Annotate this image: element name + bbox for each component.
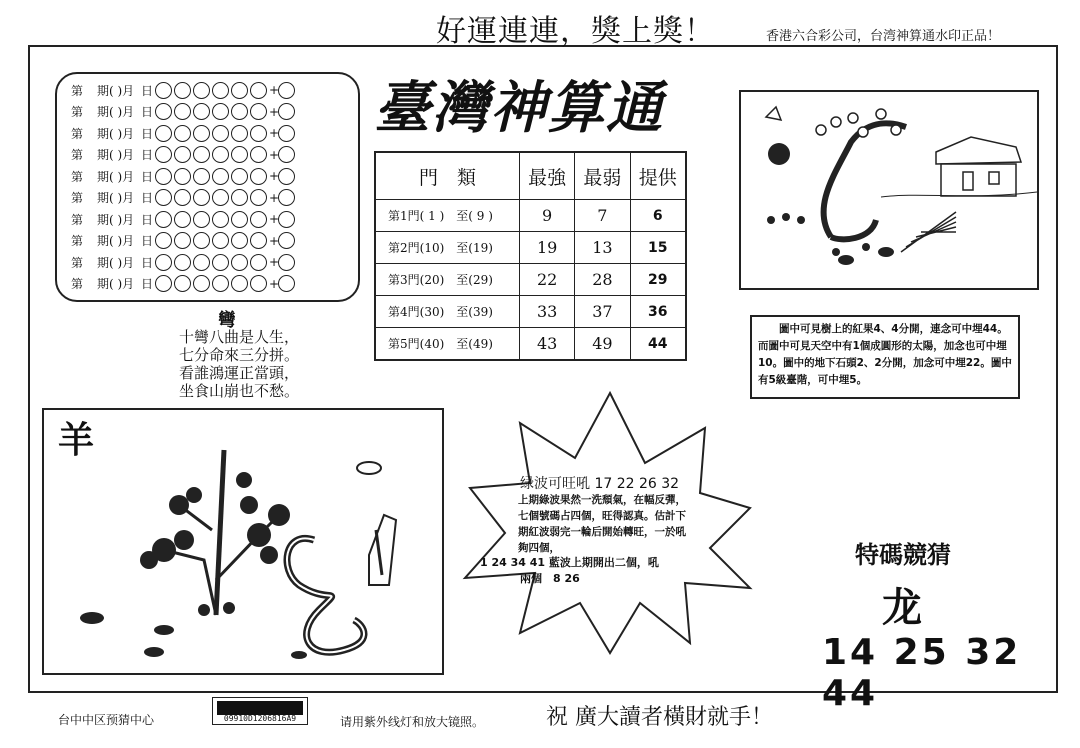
number-circle: [174, 254, 191, 271]
strong-value: 9: [520, 200, 575, 232]
table-header-row: [375, 152, 686, 200]
number-circle: [174, 232, 191, 249]
zone-table: [374, 151, 687, 361]
number-circle: [231, 254, 248, 271]
plus-sign: +: [269, 169, 280, 183]
grid-row-month: 期( )月: [97, 255, 135, 270]
grid-row-label: 第: [71, 83, 84, 98]
special-number-circle: [278, 232, 295, 249]
grid-row-month: 期( )月: [97, 105, 135, 119]
number-circle: [193, 254, 210, 271]
special-number-circle: [278, 275, 295, 292]
plus-sign: +: [269, 190, 280, 205]
grid-row-label: 第: [71, 255, 84, 270]
strong-value: 33: [520, 296, 575, 328]
weak-value: 49: [575, 328, 630, 361]
star-title: 绿波可旺吼 17 22 26 32: [520, 476, 680, 492]
star-numbers-line-b: 兩個 8 26: [520, 572, 580, 585]
number-circle: [155, 275, 172, 292]
grid-row-label: 第: [71, 105, 84, 119]
grid-row-day: 日: [141, 191, 154, 205]
grid-row-day: 日: [141, 148, 154, 162]
special-number-circle: [278, 168, 295, 185]
number-circle: [212, 125, 229, 142]
grid-row-label: 第: [71, 148, 84, 162]
table-row: [375, 232, 686, 264]
provide-value: 15: [630, 232, 686, 264]
table-row: [375, 200, 686, 232]
special-number-circle: [278, 189, 295, 206]
zone-range: 第3門(20) 至(29): [375, 264, 520, 296]
number-circle: [155, 211, 172, 228]
illustration-house-tree: [739, 90, 1039, 290]
number-circle: [250, 275, 267, 292]
number-circle: [250, 146, 267, 163]
grid-row-day: 日: [141, 212, 154, 227]
number-circle: [193, 146, 210, 163]
number-circle: [174, 211, 191, 228]
goat-label: 羊: [58, 419, 95, 461]
grid-row: [71, 252, 297, 272]
top-slogan: 好運連連，獎上獎！: [436, 14, 715, 49]
grid-row: [71, 102, 297, 122]
poem-line: 七分命來三分拼。: [178, 346, 299, 364]
number-circle: [155, 82, 172, 99]
grid-row: [71, 274, 297, 294]
table-row: [375, 264, 686, 296]
number-circle: [155, 103, 172, 120]
number-circle: [231, 189, 248, 206]
strong-value: 19: [520, 232, 575, 264]
special-number-circle: [278, 211, 295, 228]
number-circle: [155, 189, 172, 206]
number-circle: [212, 168, 229, 185]
house-tree-drawing: [741, 92, 1037, 288]
grid-row: [71, 188, 297, 208]
footer-center-name: 台中中区预猜中心: [58, 713, 155, 727]
footer-blessing: 祝 廣大讀者橫財就手！: [546, 705, 773, 730]
weak-value: 37: [575, 296, 630, 328]
header-category: 門 類: [375, 152, 520, 200]
number-circle: [193, 125, 210, 142]
hint-note: 圖中可見樹上的紅果4、4分開，連念可中埋44。而圖中可見天空中有1個成圓形的太陽，加念也可中埋10。圖中的地下石頭2、2分開，加念可中埋22。圖中有5級臺階，可中埋5。: [750, 315, 1020, 399]
table-row: [375, 328, 686, 361]
number-circle: [250, 189, 267, 206]
grid-row-day: 日: [141, 126, 154, 141]
number-circle: [174, 103, 191, 120]
poem-title: 彎: [218, 310, 236, 331]
grid-row-month: 期( )月: [97, 277, 135, 291]
number-circle: [231, 125, 248, 142]
poem-line: 十彎八曲是人生，: [178, 328, 299, 346]
number-circle: [174, 168, 191, 185]
grid-row-label: 第: [71, 191, 84, 205]
grid-row-label: 第: [71, 234, 84, 248]
header-strong: 最強: [520, 152, 575, 200]
poem-line: 坐食山崩也不愁。: [178, 382, 299, 400]
number-circle: [231, 82, 248, 99]
grid-row-day: 日: [141, 255, 154, 270]
star-body: 上期綠波果然一洗頹氣，在幅反彈，七個號碼占四個，旺得認真。估計下期紅波弱完一輪后開始轉旺，一於吼夠四個，: [518, 494, 686, 554]
plus-sign: +: [269, 212, 280, 226]
barcode: [212, 697, 308, 725]
number-circle: [174, 82, 191, 99]
strong-value: 43: [520, 328, 575, 361]
grid-row-label: 第: [71, 126, 84, 141]
number-circle: [231, 275, 248, 292]
header-weak: 最弱: [575, 152, 630, 200]
provide-value: 6: [630, 200, 686, 232]
number-circle: [212, 275, 229, 292]
header-provide: 提供: [630, 152, 686, 200]
number-circle: [231, 146, 248, 163]
record-grid: [55, 72, 360, 302]
number-circle: [231, 168, 248, 185]
snake-tree-drawing: [44, 410, 442, 673]
special-number-circle: [278, 146, 295, 163]
barcode-number: 09910D1206816A9: [223, 714, 297, 723]
plus-sign: +: [269, 104, 280, 119]
plus-sign: +: [269, 233, 280, 248]
number-circle: [155, 125, 172, 142]
number-circle: [155, 254, 172, 271]
number-circle: [231, 103, 248, 120]
grid-row-day: 日: [141, 234, 154, 248]
zone-range: 第2門(10) 至(19): [375, 232, 520, 264]
number-circle: [212, 103, 229, 120]
number-circle: [155, 232, 172, 249]
table-row: [375, 296, 686, 328]
weak-value: 7: [575, 200, 630, 232]
grid-row-month: 期( )月: [97, 169, 135, 184]
number-circle: [155, 146, 172, 163]
weak-value: 28: [575, 264, 630, 296]
grid-row: [71, 209, 297, 229]
provide-value: 29: [630, 264, 686, 296]
grid-row-month: 期( )月: [97, 234, 135, 248]
grid-row-day: 日: [141, 169, 154, 184]
grid-row-month: 期( )月: [97, 191, 135, 205]
special-guess-numbers: 14 25 32 44: [822, 632, 1022, 714]
number-circle: [250, 103, 267, 120]
number-circle: [174, 125, 191, 142]
grid-row-label: 第: [71, 212, 84, 227]
grid-row-label: 第: [71, 277, 84, 291]
number-circle: [212, 146, 229, 163]
number-circle: [250, 168, 267, 185]
special-guess-title: 特碼競猜: [855, 541, 951, 569]
number-circle: [193, 168, 210, 185]
number-circle: [212, 254, 229, 271]
grid-row-month: 期( )月: [97, 83, 135, 98]
special-number-circle: [278, 82, 295, 99]
number-circle: [250, 232, 267, 249]
plus-sign: +: [269, 255, 280, 269]
page-title: 臺灣神算通: [374, 75, 664, 141]
number-circle: [193, 103, 210, 120]
provide-value: 44: [630, 328, 686, 361]
illustration-snake-tree: [42, 408, 444, 675]
poem: [168, 328, 310, 400]
grid-row-day: 日: [141, 277, 154, 291]
number-circle: [231, 211, 248, 228]
plus-sign: +: [269, 147, 280, 162]
number-circle: [193, 232, 210, 249]
number-circle: [212, 211, 229, 228]
grid-row: [71, 231, 297, 251]
grid-row-day: 日: [141, 105, 154, 119]
number-circle: [174, 189, 191, 206]
number-circle: [250, 82, 267, 99]
source-note: 香港六合彩公司，台湾神算通水印正品！: [766, 29, 1001, 44]
grid-row: [71, 123, 297, 143]
grid-row-month: 期( )月: [97, 212, 135, 227]
grid-row: [71, 80, 297, 100]
zone-range: 第1門( 1 ) 至( 9 ): [375, 200, 520, 232]
footer-instruction: 请用紫外线灯和放大镜照。: [340, 715, 485, 729]
zone-range: 第5門(40) 至(49): [375, 328, 520, 361]
plus-sign: +: [269, 83, 280, 97]
number-circle: [212, 189, 229, 206]
number-circle: [193, 82, 210, 99]
grid-row-month: 期( )月: [97, 148, 135, 162]
plus-sign: +: [269, 276, 280, 291]
strong-value: 22: [520, 264, 575, 296]
grid-row: [71, 145, 297, 165]
star-numbers-line-a: 1 24 34 41 藍波上期開出二個，吼: [480, 556, 659, 569]
zone-range: 第4門(30) 至(39): [375, 296, 520, 328]
number-circle: [231, 232, 248, 249]
special-number-circle: [278, 125, 295, 142]
plus-sign: +: [269, 126, 280, 140]
special-guess-animal: 龙: [882, 585, 922, 631]
number-circle: [250, 254, 267, 271]
number-circle: [193, 275, 210, 292]
number-circle: [250, 211, 267, 228]
weak-value: 13: [575, 232, 630, 264]
number-circle: [193, 211, 210, 228]
provide-value: 36: [630, 296, 686, 328]
grid-row-label: 第: [71, 169, 84, 184]
grid-row-day: 日: [141, 83, 154, 98]
number-circle: [193, 189, 210, 206]
number-circle: [174, 275, 191, 292]
number-circle: [212, 82, 229, 99]
barcode-bars: [217, 701, 303, 715]
number-circle: [212, 232, 229, 249]
special-number-circle: [278, 254, 295, 271]
number-circle: [155, 168, 172, 185]
poem-line: 看誰鴻運正當頭，: [178, 364, 299, 382]
grid-row: [71, 166, 297, 186]
special-number-circle: [278, 103, 295, 120]
number-circle: [250, 125, 267, 142]
grid-row-month: 期( )月: [97, 126, 135, 141]
number-circle: [174, 146, 191, 163]
